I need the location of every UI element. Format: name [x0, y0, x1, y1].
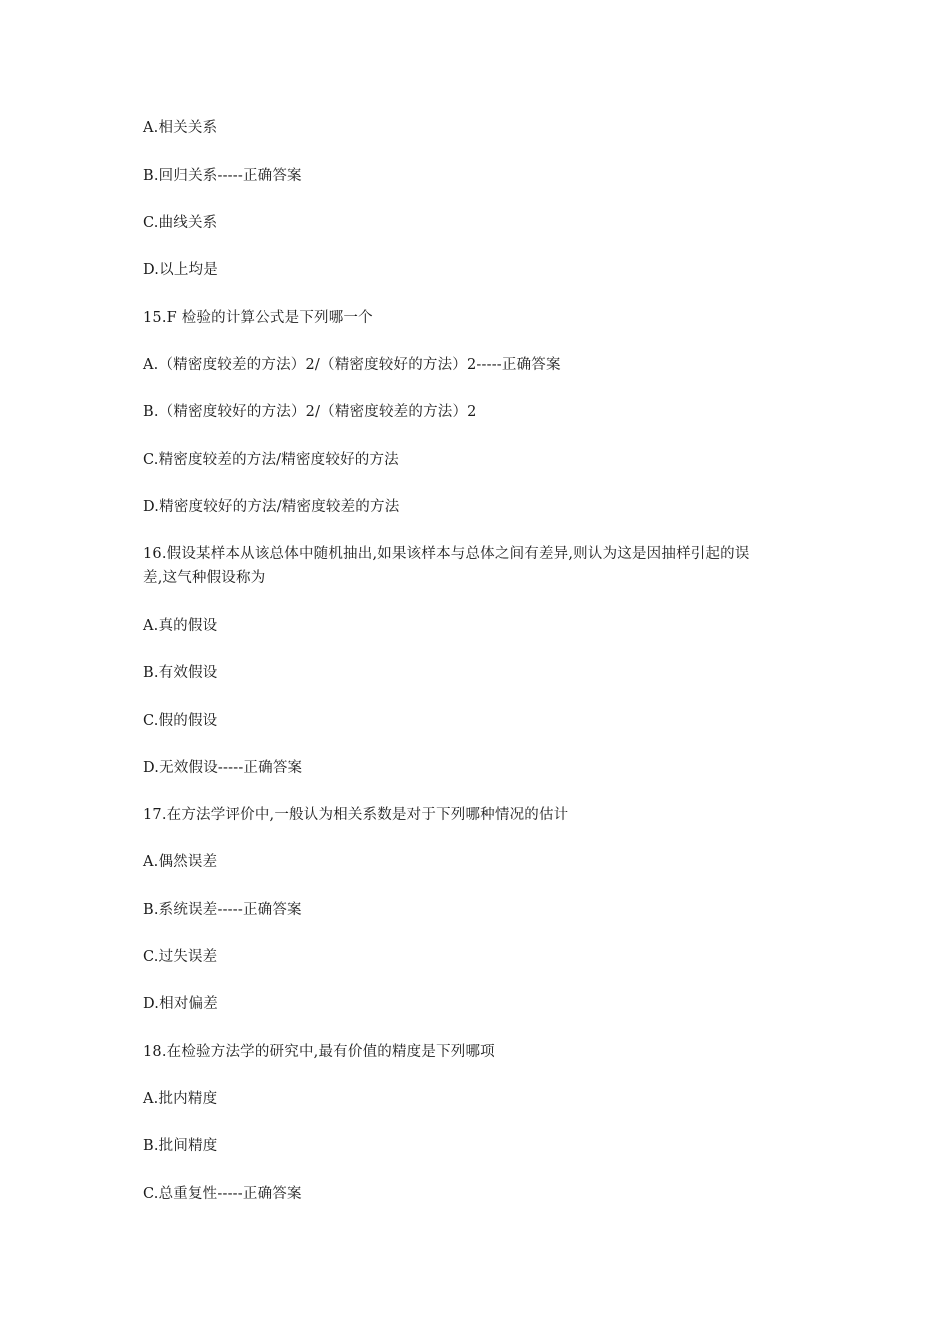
option-d-q15: D.精密度较好的方法/精密度较差的方法	[143, 499, 400, 515]
option-c-q14: C.曲线关系	[143, 215, 218, 231]
option-d-q14: D.以上均是	[143, 262, 218, 278]
option-d-q17: D.相对偏差	[143, 996, 218, 1012]
question-18: 18.在检验方法学的研究中,最有价值的精度是下列哪项	[143, 1044, 495, 1060]
question-16-line-2: 差,这气种假设称为	[143, 570, 266, 586]
option-c-q15: C.精密度较差的方法/精密度较好的方法	[143, 452, 399, 468]
option-d-q16: D.无效假设-----正确答案	[143, 760, 303, 776]
option-b-q18: B.批间精度	[143, 1138, 218, 1154]
option-c-q18: C.总重复性-----正确答案	[143, 1186, 302, 1202]
option-b-q16: B.有效假设	[143, 665, 218, 681]
option-a-q16: A.真的假设	[143, 618, 218, 634]
option-b-q14: B.回归关系-----正确答案	[143, 168, 302, 184]
option-b-q15: B.（精密度较好的方法）2/（精密度较差的方法）2	[143, 404, 477, 420]
option-a-q18: A.批内精度	[143, 1091, 218, 1107]
option-a-q14: A.相关关系	[143, 120, 218, 136]
question-17: 17.在方法学评价中,一般认为相关系数是对于下列哪种情况的估计	[143, 807, 569, 823]
option-c-q17: C.过失误差	[143, 949, 218, 965]
option-a-q15: A.（精密度较差的方法）2/（精密度较好的方法）2-----正确答案	[143, 357, 561, 373]
option-a-q17: A.偶然误差	[143, 854, 218, 870]
question-16-line-1: 16.假设某样本从该总体中随机抽出,如果该样本与总体之间有差异,则认为这是因抽样引起的误	[143, 546, 750, 562]
option-c-q16: C.假的假设	[143, 713, 218, 729]
option-b-q17: B.系统误差-----正确答案	[143, 902, 302, 918]
question-15: 15.F 检验的计算公式是下列哪一个	[143, 310, 373, 326]
